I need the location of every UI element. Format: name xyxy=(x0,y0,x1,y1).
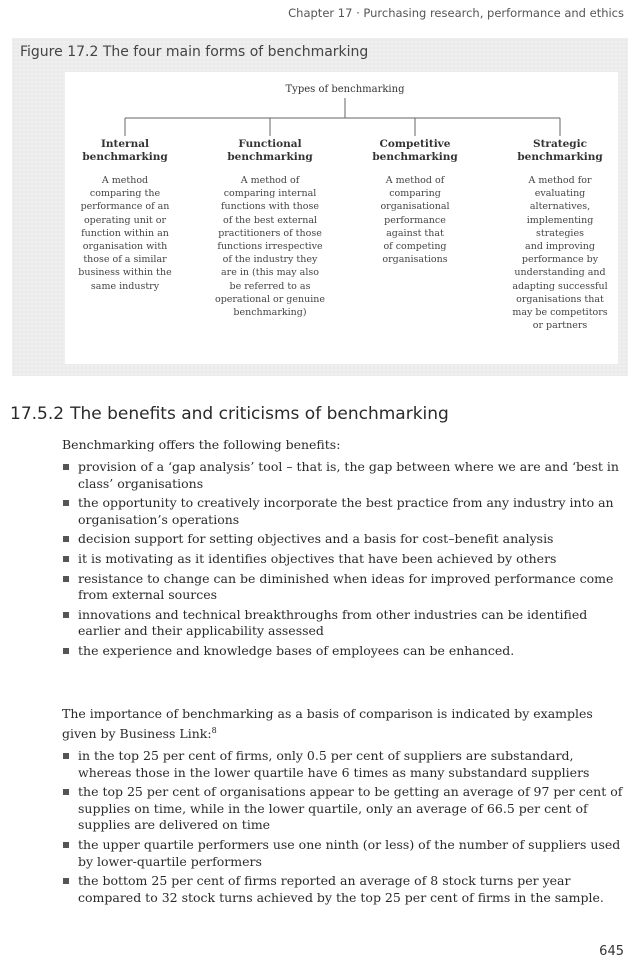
column-line: practitioners of those xyxy=(218,227,322,239)
column-line: and improving xyxy=(525,241,595,253)
list-item-text: decision support for setting objectives and a basis for cost–benefit analysis xyxy=(78,531,554,547)
column-line: or partners xyxy=(532,320,588,332)
list-item-text: the bottom 25 per cent of firms reported an average of 8 stock turns per year compared to 32 stock turns achieved by the top 25 per cent of firms in the sample. xyxy=(78,873,604,905)
column-line: be referred to as xyxy=(229,280,311,292)
column-line: of the industry they xyxy=(222,254,318,266)
column-functional xyxy=(200,138,340,319)
list-item xyxy=(62,571,628,604)
list-item-text: the top 25 per cent of organisations appear to be getting an average of 97 per cent of supplies on time, while in the lower quartile, only an average of 66.5 per cent of supplies are delivered on time xyxy=(78,784,623,833)
column-line: comparing internal xyxy=(223,188,317,200)
benefits-list xyxy=(62,459,628,663)
column-line: functions with those xyxy=(221,201,319,213)
column-line: of competing xyxy=(383,241,447,253)
heading-line: Internal xyxy=(100,138,150,150)
section-number: 17.5.2 xyxy=(10,404,65,424)
column-line: operating unit or xyxy=(83,214,167,226)
column-line: A method for xyxy=(528,175,592,186)
bullet-square-icon xyxy=(63,648,69,654)
column-line: organisations xyxy=(382,254,448,266)
column-line: adapting successful xyxy=(512,280,608,292)
list-item xyxy=(62,873,628,906)
column-line: strategies xyxy=(536,227,584,239)
bullet-square-icon xyxy=(63,753,69,759)
heading-line: benchmarking xyxy=(227,151,313,163)
list-item-text: in the top 25 per cent of firms, only 0.5 per cent of suppliers are substandard, whereas those in the lower quartile have 6 times as many substandard suppliers xyxy=(78,748,590,780)
column-line: same industry xyxy=(90,280,160,292)
column-body xyxy=(55,174,195,293)
heading-line: benchmarking xyxy=(372,151,458,163)
list-item-text: provision of a ‘gap analysis’ tool – that is, the gap between where we are and ‘best in class’ organisations xyxy=(78,459,619,491)
column-line: functions irrespective xyxy=(217,241,323,253)
column-heading xyxy=(200,138,340,164)
figure-diagram-panel xyxy=(65,72,618,364)
diagram-root-label: Types of benchmarking xyxy=(285,84,405,95)
figure-title: Figure 17.2 The four main forms of benchmarking xyxy=(20,44,369,60)
column-line: evaluating xyxy=(534,188,586,200)
importance-paragraph xyxy=(62,705,628,742)
column-body xyxy=(345,174,485,266)
column-line: organisational xyxy=(380,201,450,213)
column-strategic xyxy=(490,138,630,332)
bullet-square-icon xyxy=(63,464,69,470)
column-line: alternatives, xyxy=(529,201,591,213)
bullet-square-icon xyxy=(63,789,69,795)
column-line: may be competitors xyxy=(512,307,608,319)
bullet-square-icon xyxy=(63,612,69,618)
column-line: implementing xyxy=(526,214,594,226)
column-line: against that xyxy=(386,227,444,239)
column-line: understanding and xyxy=(514,267,606,279)
section-heading xyxy=(10,404,449,424)
list-item xyxy=(62,459,628,492)
list-item-text: resistance to change can be diminished when ideas for improved performance come from external sources xyxy=(78,570,614,603)
bullet-square-icon xyxy=(63,536,69,542)
column-line: performance of an xyxy=(80,201,170,213)
heading-line: benchmarking xyxy=(82,151,168,163)
column-line: benchmarking) xyxy=(233,307,307,319)
list-item xyxy=(62,837,628,870)
list-item xyxy=(62,748,628,781)
column-line: function within an xyxy=(81,227,169,239)
running-head: Chapter 17 · Purchasing research, performance and ethics xyxy=(288,6,624,20)
column-line: business within the xyxy=(78,267,172,279)
list-item-text: it is motivating as it identifies objectives that have been achieved by others xyxy=(78,550,557,566)
bullet-square-icon xyxy=(63,500,69,506)
list-item xyxy=(62,784,628,834)
column-line: organisations that xyxy=(516,293,604,305)
examples-list xyxy=(62,748,628,909)
list-item xyxy=(62,643,628,660)
heading-line: benchmarking xyxy=(517,151,603,163)
footnote-ref: 8 xyxy=(211,726,217,735)
column-internal xyxy=(55,138,195,293)
bullet-square-icon xyxy=(63,842,69,848)
heading-line: Competitive xyxy=(379,138,451,150)
list-item xyxy=(62,495,628,528)
column-line: of the best external xyxy=(222,214,318,226)
column-line: A method of xyxy=(385,175,445,186)
intro-paragraph: Benchmarking offers the following benefits: xyxy=(62,437,341,452)
heading-line: Functional xyxy=(238,138,302,150)
column-body xyxy=(490,174,630,332)
bullet-square-icon xyxy=(63,878,69,884)
column-competitive xyxy=(345,138,485,266)
column-line: operational or genuine xyxy=(214,293,326,305)
importance-text: The importance of benchmarking as a basis of comparison is indicated by examples given by Business Link: xyxy=(62,706,593,742)
bullet-square-icon xyxy=(63,576,69,582)
column-heading xyxy=(490,138,630,164)
column-line: comparing xyxy=(389,188,441,200)
list-item xyxy=(62,551,628,568)
column-body xyxy=(200,174,340,319)
column-line: A method xyxy=(101,175,149,186)
column-line: performance by xyxy=(521,254,599,266)
list-item xyxy=(62,531,628,548)
column-line: performance xyxy=(384,214,446,226)
column-heading xyxy=(55,138,195,164)
list-item xyxy=(62,607,628,640)
column-line: comparing the xyxy=(89,188,161,200)
column-line: those of a similar xyxy=(83,254,167,266)
column-line: are in (this may also xyxy=(221,267,319,279)
list-item-text: innovations and technical breakthroughs from other industries can be identified earlier and their applicability assessed xyxy=(78,606,588,639)
column-line: A method of xyxy=(240,175,300,186)
page-number: 645 xyxy=(599,944,624,959)
column-line: organisation with xyxy=(82,241,168,253)
list-item-text: the experience and knowledge bases of employees can be enhanced. xyxy=(78,642,515,658)
list-item-text: the opportunity to creatively incorporate the best practice from any industry into an organisation’s operations xyxy=(78,495,614,527)
column-heading xyxy=(345,138,485,164)
heading-line: Strategic xyxy=(532,138,588,150)
section-title: The benefits and criticisms of benchmarking xyxy=(70,404,449,424)
bullet-square-icon xyxy=(63,556,69,562)
list-item-text: the upper quartile performers use one ninth (or less) of the number of suppliers used by lower-quartile performers xyxy=(78,836,621,869)
